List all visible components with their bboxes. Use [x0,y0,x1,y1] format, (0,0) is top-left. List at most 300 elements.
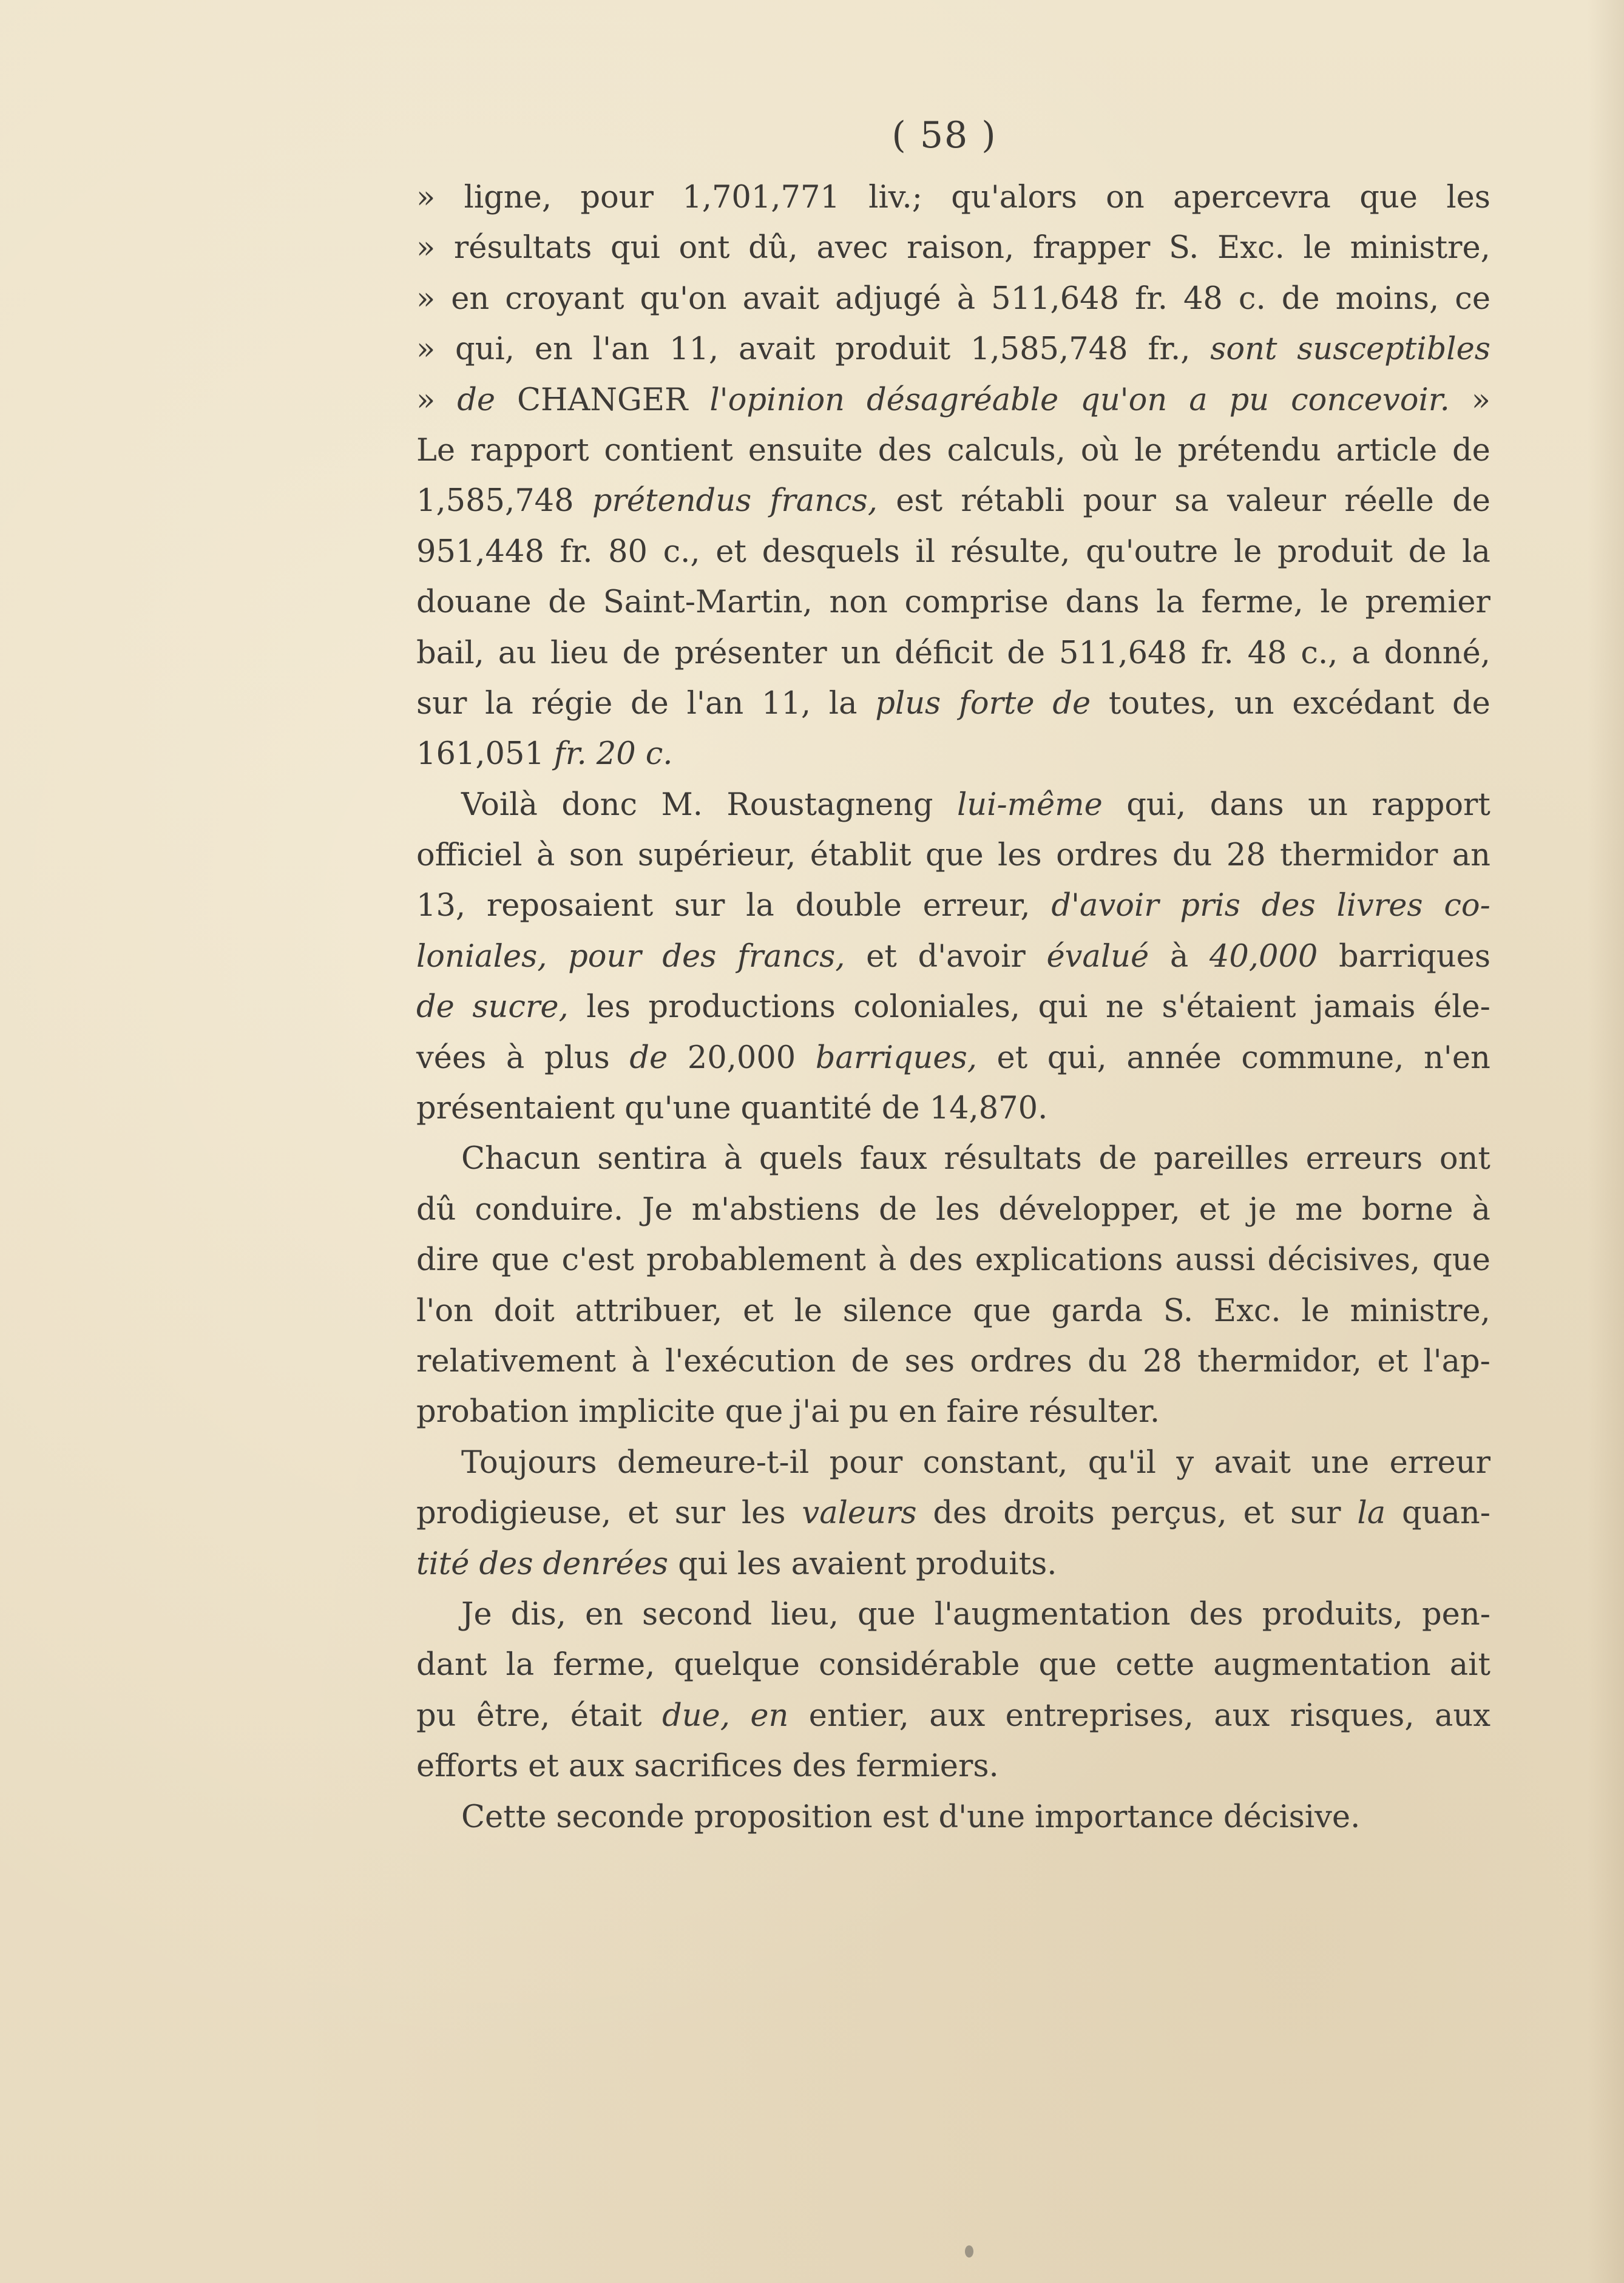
word: fermiers. [856,1748,999,1785]
word: évalué [1046,938,1149,975]
word: éle- [1433,989,1490,1026]
word: en [584,1596,624,1632]
word: pu [416,1697,456,1734]
word: produits, [1262,1596,1404,1632]
word: décisives, [1267,1242,1421,1279]
word: être, [476,1697,550,1734]
text-line [416,1235,1490,1285]
word: fr. [1135,280,1168,317]
text-line [416,780,1490,830]
word: cette [1115,1647,1195,1683]
text-line [416,223,1490,273]
word: des [792,1748,847,1785]
word: la [1357,1495,1386,1532]
word: S. [1163,1293,1194,1329]
word: 951,448 [416,533,544,570]
word: la [485,685,513,722]
word: lui-même [956,786,1103,823]
word: croyant [505,280,624,317]
word: un [1234,685,1274,722]
text-line [416,274,1490,324]
word: droits [1003,1495,1095,1532]
word: 511,648 [991,280,1120,317]
word: productions [648,989,836,1026]
word: je [1248,1191,1277,1228]
word: garda [1051,1293,1143,1329]
word: » [416,180,436,215]
word: 511,648 [1059,635,1187,671]
word: fr. [1200,635,1234,671]
word: c'est [561,1242,634,1279]
word: 48 [1183,280,1223,317]
word: avec [816,230,888,266]
word: où [1080,432,1120,468]
text-line [416,830,1490,881]
word: à [956,280,976,317]
word: la [1462,533,1490,570]
word: me [1295,1191,1343,1228]
word: de [881,1091,920,1127]
word: la [506,1647,535,1683]
word: avait [738,331,816,368]
word: qu'outre [1086,533,1219,570]
word: toutes, [1108,685,1217,722]
word: dans [1210,786,1284,823]
word: de [629,1040,668,1076]
word: j'ai [793,1394,839,1430]
word: s'étaient [1162,989,1296,1026]
word: et [1199,1191,1230,1228]
word: ferme, [553,1647,655,1683]
word: l'an [592,331,650,368]
word: 13, [416,888,466,924]
word: le [1303,230,1331,266]
word: valeur [1227,483,1326,519]
word: des [933,1495,987,1532]
word: considérable [819,1647,1020,1683]
word: il [915,533,936,570]
word: article [1336,432,1438,468]
word: ministre, [1350,230,1490,266]
word: moins, [1335,280,1440,317]
word: 1,585,748 [416,483,574,519]
word: francs, [737,938,845,975]
word: que [858,1596,916,1632]
word: l'on [416,1293,473,1329]
word: sur [416,685,467,722]
word: CHANGER [517,382,688,418]
word: ont [1439,1141,1490,1177]
word: à [536,837,555,874]
page-number: ( 58 ) [892,114,997,157]
word: tité [416,1546,470,1582]
word: jamais [1314,989,1416,1026]
text-line [416,628,1490,678]
word: de [1098,1141,1137,1177]
word: que [1359,180,1418,215]
word: l'augmentation [934,1596,1171,1632]
word: Le [416,432,456,468]
word: M. [661,786,703,823]
word: produits. [916,1546,1057,1582]
word: 28 [1226,837,1266,874]
word: forte [958,685,1035,722]
word: francs, [770,483,878,519]
word: aux [929,1697,986,1734]
word: due, [662,1697,730,1734]
word: adjugé [835,280,941,317]
word: à [1169,938,1189,975]
word: ait [1449,1647,1490,1683]
text-line [416,1083,1490,1134]
word: Toujours [461,1444,597,1481]
page-edge-shadow [1588,0,1624,2283]
word: doit [493,1293,555,1329]
word: frapper [1032,230,1151,266]
word: de [851,1343,890,1379]
word: m'abstiens [691,1191,861,1228]
text-line [416,881,1490,931]
word: la [828,685,858,722]
word: 40,000 [1209,938,1318,975]
word: développer, [998,1191,1180,1228]
word: lieu [550,635,609,671]
word: c. [1238,280,1266,317]
word: raison, [907,230,1015,266]
text-line [416,729,1490,779]
word: de [1452,483,1490,519]
word: et [1243,1495,1274,1532]
text-line [416,527,1490,577]
word: pour [568,938,641,975]
word: » [416,331,436,368]
word: borne [1361,1191,1453,1228]
word: de [457,382,496,418]
word: constant, [922,1444,1068,1481]
word: efforts [416,1748,519,1785]
word: pris [1180,888,1240,924]
word: dû [416,1191,456,1228]
word: sa [1174,483,1209,519]
word: à [723,1141,743,1177]
word: S. [1169,230,1199,266]
text-line [416,1134,1490,1184]
word: » [416,382,436,418]
word: qui, [1047,1040,1107,1076]
word: comprise [904,584,1049,621]
word: n'en [1423,1040,1490,1076]
word: 161,051 [416,736,544,773]
word: livres [1336,888,1423,924]
word: des [479,1546,533,1582]
word: établit [810,837,912,874]
word: dire [416,1242,479,1279]
word: ordres [970,1343,1072,1379]
word: 20,000 [687,1040,796,1076]
word: que [725,1394,783,1430]
text-line [416,1033,1490,1083]
word: premier [1365,584,1490,621]
word: faux [859,1141,927,1177]
word: à [1472,1191,1490,1228]
word: produit [835,331,951,368]
word: seconde [556,1799,685,1835]
word: sur [1290,1495,1341,1532]
word: un [841,635,881,671]
word: à [506,1040,525,1076]
word: silence [842,1293,953,1329]
text-line [416,932,1490,982]
text-line [416,577,1490,627]
word: douane [416,584,532,621]
word: pen- [1422,1596,1490,1632]
text-line [416,1185,1490,1235]
text-line [416,1438,1490,1488]
word: fr., [1148,331,1191,368]
word: résulter. [1029,1394,1160,1430]
word: aux [1214,1697,1270,1734]
word: demeure-t-il [617,1444,810,1481]
word: pour [829,1444,903,1481]
word: les [741,1495,786,1532]
word: en [898,1394,937,1430]
word: la [746,888,774,924]
word: reposaient [486,888,654,924]
word: l'an [686,685,744,722]
word: non [829,584,888,621]
word: résultats [944,1141,1082,1177]
word: erreur, [922,888,1030,924]
word: des [908,1242,963,1279]
word: coloniales, [853,989,1020,1026]
word: sucre, [472,989,569,1026]
word: les [1446,180,1490,215]
word: et [716,533,746,570]
word: barriques, [815,1040,977,1076]
word: que [1432,1242,1490,1279]
word: et [1377,1343,1408,1379]
word: 1,585,748 [970,331,1128,368]
word: denrées [543,1546,669,1582]
word: avait [742,280,820,317]
word: ne [1105,989,1144,1026]
word: thermidor, [1197,1343,1362,1379]
word: ligne, [464,180,552,215]
word: supérieur, [637,837,796,874]
word: fr. [560,533,593,570]
word: an [1452,837,1490,874]
word: qui, [455,331,515,368]
word: désagréable [867,382,1059,418]
word: du [1172,837,1213,874]
word: des [1261,888,1316,924]
text-line [416,425,1490,476]
word: » [416,280,436,317]
word: Je [461,1596,492,1632]
word: desquels [762,533,900,570]
word: des [878,432,932,468]
word: attribuer, [575,1293,723,1329]
word: y [1176,1444,1194,1481]
word: loniales, [416,938,547,975]
word: de [416,989,455,1026]
word: 20 [596,736,636,773]
body-text [416,172,1490,1842]
word: faire [946,1394,1020,1430]
word: d'avoir [1051,888,1159,924]
word: en [534,331,573,368]
word: régie [531,685,613,722]
word: à [631,1343,650,1379]
word: Exc. [1213,1293,1281,1329]
word: implicite [578,1394,716,1430]
word: » [1471,382,1490,418]
word: co- [1444,888,1490,924]
word: année [1126,1040,1222,1076]
word: 48 [1247,635,1287,671]
word: Je [642,1191,673,1228]
text-line [416,1792,1490,1842]
text-line [416,678,1490,729]
text-line [416,375,1490,425]
word: donné, [1384,635,1490,671]
word: des [1189,1596,1243,1632]
word: le [1320,584,1348,621]
word: rétabli [961,483,1065,519]
text-line [416,1539,1490,1589]
word: qu'alors [951,180,1077,215]
word: 28 [1142,1343,1182,1379]
word: dant [416,1647,487,1683]
word: commune, [1241,1040,1404,1076]
word: probablement [646,1242,866,1279]
word: et [628,1495,658,1532]
word: la [1156,584,1185,621]
text-line [416,324,1490,374]
word: l'exécution [665,1343,836,1379]
word: déficit [895,635,993,671]
text-line [416,476,1490,526]
word: entier, [808,1697,909,1734]
word: rapport [1372,786,1490,823]
word: barriques [1339,938,1490,975]
text-line [416,982,1490,1032]
word: qui [1038,989,1088,1026]
word: pour [580,180,654,215]
word: excédant [1292,685,1435,722]
word: qu'il [1088,1444,1156,1481]
ink-stain [965,2245,973,2258]
word: sur [674,888,725,924]
word: calculs, [947,432,1066,468]
word: 80 [608,533,648,570]
word: pour [1083,483,1156,519]
word: apercevra [1173,180,1331,215]
word: a [1189,382,1208,418]
word: résultats [453,230,592,266]
word: explications [975,1242,1163,1279]
word: bail, [416,635,484,671]
word: ordres [1056,837,1159,874]
word: de [1452,432,1490,468]
word: une [1311,1444,1370,1481]
word: probation [416,1394,569,1430]
word: c. [645,736,673,773]
word: ses [904,1343,955,1379]
word: qu'une [624,1091,731,1127]
word: aussi [1175,1242,1256,1279]
text-line [416,172,1490,223]
word: et [866,938,897,975]
word: réelle [1344,483,1434,519]
word: l'opinion [709,382,845,418]
word: 1,701,771 [682,180,840,215]
word: son [569,837,624,874]
word: de [548,584,587,621]
word: d'une [938,1799,1026,1835]
word: les [935,1191,980,1228]
word: 14,870. [929,1091,1048,1127]
word: pu [848,1394,889,1430]
word: c., [1301,635,1338,671]
word: ont [678,230,730,266]
word: l'ap- [1423,1343,1490,1379]
word: avaient [791,1546,907,1582]
word: ferme, [1201,584,1304,621]
word: est [882,1799,929,1835]
word: ensuite [748,432,863,468]
text-line [416,1589,1490,1640]
word: Saint-Martin, [603,584,813,621]
word: avait [1214,1444,1291,1481]
word: quels [759,1141,844,1177]
word: sur [674,1495,726,1532]
word: qui [678,1546,728,1582]
word: vées [416,1040,487,1076]
word: ministre, [1350,1293,1490,1329]
word: dans [1065,584,1140,621]
word: Roustagneng [726,786,933,823]
word: Chacun [461,1141,581,1177]
word: qu'on [1080,382,1168,418]
word: aux [568,1748,624,1785]
word: augmentation [1213,1647,1431,1683]
word: a [1352,635,1370,671]
word: de [1007,635,1046,671]
word: double [795,888,902,924]
word: de [1452,685,1490,722]
word: à [878,1242,897,1279]
word: de [1408,533,1447,570]
word: prétendus [592,483,752,519]
word: lieu, [771,1596,839,1632]
word: proposition [694,1799,873,1835]
text-line [416,1691,1490,1741]
word: relativement [416,1343,616,1379]
word: Cette [461,1799,547,1835]
word: conduire. [475,1191,624,1228]
text-line [416,1640,1490,1690]
word: d'avoir [918,938,1026,975]
word: prodigieuse, [416,1495,612,1532]
word: qui, [1126,786,1186,823]
word: et [743,1293,774,1329]
word: quelque [674,1647,800,1683]
word: les [586,989,631,1026]
word: et [528,1748,559,1785]
word: susceptibles [1297,331,1490,368]
word: risques, [1290,1697,1415,1734]
